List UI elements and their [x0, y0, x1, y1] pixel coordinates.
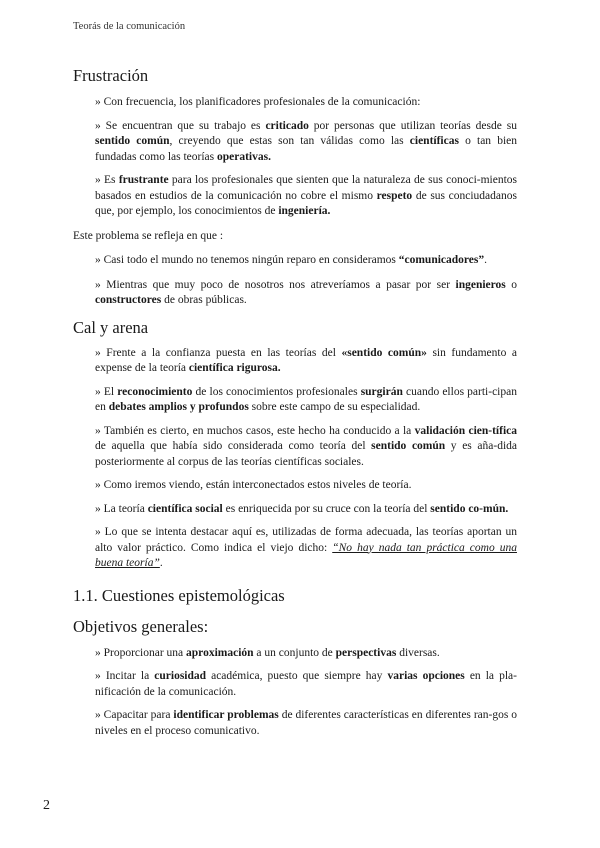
paragraph: » Mientras que muy poco de nosotros nos atreveríamos a pasar por ser ingenieros o constructores de obras públicas.: [95, 278, 517, 306]
running-head: Teorás de la comunicación: [73, 21, 186, 32]
section-title-cal-y-arena: Cal y arena: [73, 317, 149, 337]
paragraph: » Con frecuencia, los planificadores profesionales de la comunicación:: [95, 96, 421, 108]
paragraph: » Se encuentran que su trabajo es criticado por personas que utilizan teorías desde su sentido común, creyendo que estas son tan válidas como las científicas o tan bien fundadas como las teorías operativas.: [95, 119, 517, 163]
page-body: [73, 66, 517, 739]
paragraph: » La teoría científica social es enriquecida por su cruce con la teoría del sentido co-mún.: [95, 502, 509, 515]
paragraph: » Como iremos viendo, están interconectados estos niveles de teoría.: [95, 479, 412, 491]
paragraph: » Lo que se intenta destacar aquí es, utilizadas de forma adecuada, las teorías aportan un alto valor práctico. Como indica el viejo dicho: “No hay nada tan práctica como una buena teoría”.: [95, 526, 517, 569]
paragraph: » El reconocimiento de los conocimientos profesionales surgirán cuando ellos parti-cipan en debates amplios y profundos sobre este campo de su especialidad.: [95, 385, 517, 413]
paragraph: » Casi todo el mundo no tenemos ningún reparo en consideramos “comunicadores”.: [95, 254, 488, 266]
paragraph: » Es frustrante para los profesionales que sienten que la naturaleza de sus conoci-mientos basados en estudios de la comunicación no cobre el mismo respeto de sus conciudadanos que, por ejemplo, los conocimientos de ingeniería.: [95, 174, 518, 217]
section-title-cuestiones: 1.1. Cuestiones epistemológicas: [73, 585, 285, 605]
paragraph: » También es cierto, en muchos casos, este hecho ha conducido a la validación cien-tífica de aquella que había sido considerada como teoría del sentido común y es aña-dida posteriormente al corpus de las teorías científicas sociales.: [95, 424, 517, 468]
paragraph: Este problema se refleja en que :: [73, 229, 224, 242]
section-title-frustracion: Frustración: [73, 66, 149, 85]
paragraph: » Frente a la confianza puesta en las teorías del «sentido común» sin fundamento a expense de la teoría científica rigurosa.: [95, 346, 518, 374]
paragraph: » Incitar la curiosidad académica, puesto que siempre hay varias opciones en la pla-nificación de la comunicación.: [95, 670, 517, 698]
paragraph: » Proporcionar una aproximación a un conjunto de perspectivas diversas.: [95, 646, 440, 659]
page-number: 2: [43, 798, 50, 813]
paragraph: » Capacitar para identificar problemas de diferentes características en diferentes ran-gos o niveles en el proceso comunicativo.: [95, 709, 518, 737]
section-title-objetivos: Objetivos generales:: [73, 616, 209, 636]
quote: “No hay nada tan práctica como una buena teoría”: [95, 541, 517, 569]
